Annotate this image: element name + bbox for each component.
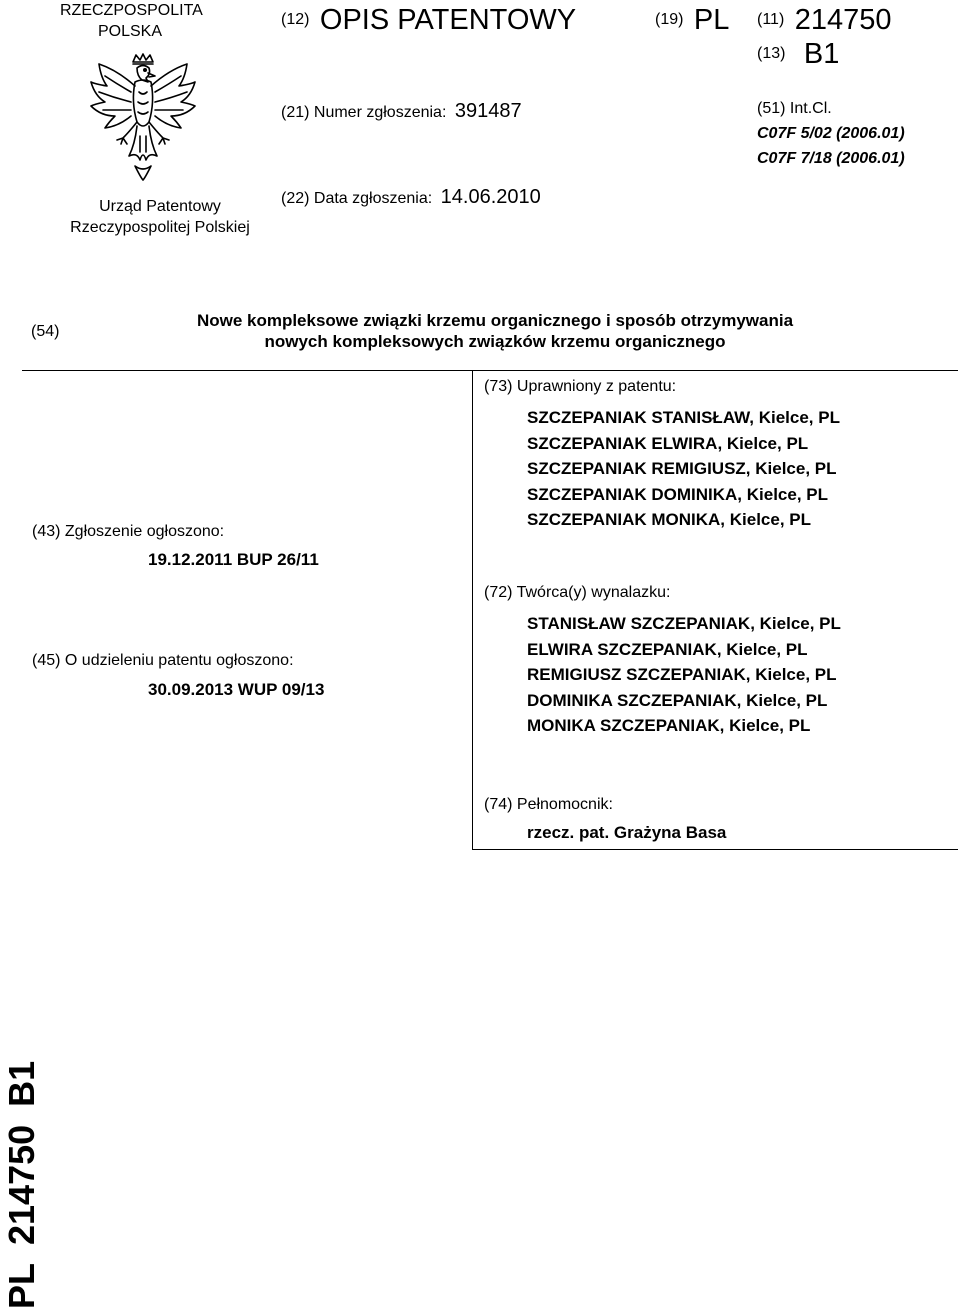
side-patent-label <box>0 1061 44 1309</box>
country-name-line2: POLSKA <box>97 23 163 40</box>
title-tag: (54) <box>31 323 60 340</box>
proprietors-label: (73) Uprawniony z patentu: <box>484 378 677 395</box>
grant-published-value: 30.09.2013 WUP 09/13 <box>148 680 325 699</box>
patent-office-line1: Urząd Patentowy <box>99 198 221 215</box>
attorney-label: (74) Pełnomocnik: <box>484 796 613 813</box>
patent-number <box>757 4 892 37</box>
patent-number-tag: (11) <box>757 11 785 28</box>
invention-title-line1: Nowe kompleksowe związki krzemu organicznego i sposób otrzymywania <box>196 311 794 330</box>
patent-number-value: 214750 <box>794 4 892 36</box>
country-code <box>655 4 729 37</box>
application-published-value: 19.12.2011 BUP 26/11 <box>148 550 319 569</box>
divider-top <box>22 370 958 371</box>
inventor-item: STANISŁAW SZCZEPANIAK, Kielce, PL <box>527 614 841 633</box>
int-classification <box>757 96 905 171</box>
patent-office-line2: Rzeczypospolitej Polskiej <box>70 219 250 236</box>
application-date <box>281 186 541 209</box>
int-classification-code: C07F 7/18 (2006.01) <box>757 150 905 167</box>
int-classification-label: (51) Int.Cl. <box>757 100 832 117</box>
grant-published-label: (45) O udzieleniu patentu ogłoszono: <box>32 652 294 669</box>
proprietor-item: SZCZEPANIAK DOMINIKA, Kielce, PL <box>527 484 828 504</box>
proprietor-item: SZCZEPANIAK STANISŁAW, Kielce, PL <box>527 408 840 427</box>
side-kind: B1 <box>1 1060 42 1107</box>
inventors-label: (72) Twórca(y) wynalazku: <box>484 584 671 601</box>
eagle-emblem-icon <box>85 52 200 182</box>
application-date-value: 14.06.2010 <box>440 186 541 208</box>
proprietor-item: SZCZEPANIAK ELWIRA, Kielce, PL <box>527 433 809 453</box>
patent-office-name <box>60 196 260 238</box>
country-name-line1: RZECZPOSPOLITA <box>60 2 203 19</box>
divider-vertical <box>472 370 473 850</box>
inventor-item: DOMINIKA SZCZEPANIAK, Kielce, PL <box>527 690 828 710</box>
side-country: PL <box>1 1262 42 1309</box>
int-classification-code: C07F 5/02 (2006.01) <box>757 125 905 142</box>
application-number-label: (21) Numer zgłoszenia: <box>281 104 447 121</box>
document-type <box>281 4 576 37</box>
country-code-value: PL <box>693 4 730 36</box>
application-number-value: 391487 <box>454 100 522 122</box>
document-kind-value: B1 <box>803 38 840 70</box>
invention-title-line2: nowych kompleksowych związków krzemu organicznego <box>264 332 726 351</box>
inventor-item: MONIKA SZCZEPANIAK, Kielce, PL <box>527 716 811 735</box>
application-published-label: (43) Zgłoszenie ogłoszono: <box>32 523 225 540</box>
attorney-name: rzecz. pat. Grażyna Basa <box>527 823 727 842</box>
document-type-label: OPIS PATENTOWY <box>319 4 577 36</box>
document-kind <box>757 38 839 71</box>
side-number: 214750 <box>1 1124 42 1245</box>
country-name <box>60 0 203 42</box>
document-kind-tag: (13) <box>757 45 786 62</box>
proprietors-list <box>527 405 840 533</box>
invention-title <box>140 310 850 352</box>
application-date-label: (22) Data zgłoszenia: <box>281 190 433 207</box>
divider-bottom <box>472 849 958 850</box>
inventors-list <box>527 611 841 739</box>
inventor-item: REMIGIUSZ SZCZEPANIAK, Kielce, PL <box>527 665 837 684</box>
proprietor-item: SZCZEPANIAK REMIGIUSZ, Kielce, PL <box>527 459 837 478</box>
application-number <box>281 100 522 123</box>
inventor-item: ELWIRA SZCZEPANIAK, Kielce, PL <box>527 639 808 659</box>
country-code-tag: (19) <box>655 11 684 28</box>
document-type-code: (12) <box>281 11 310 28</box>
proprietor-item: SZCZEPANIAK MONIKA, Kielce, PL <box>527 510 811 529</box>
